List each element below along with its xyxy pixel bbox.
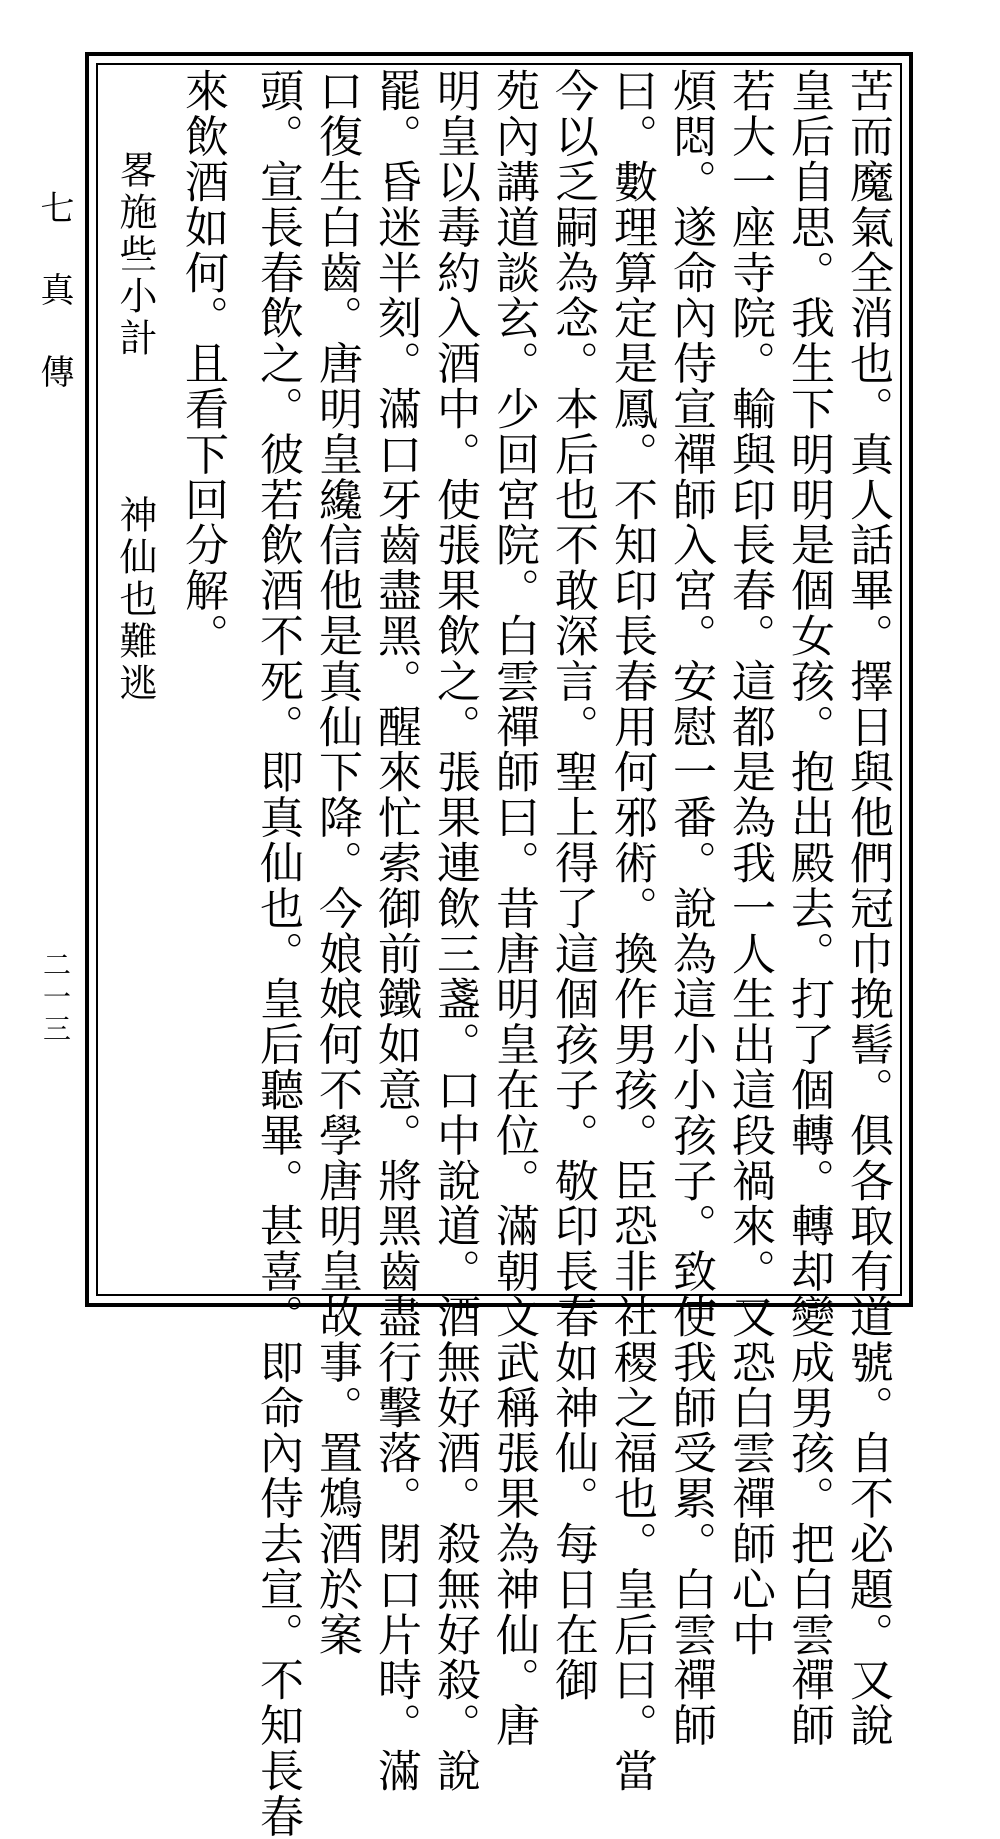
text-column-2: 皇后自思。我生下明明是個女孩。抱出殿去。打了個轉。轉却變成男孩。把白雲禪師 — [783, 68, 834, 1748]
book-title: 七真傳 — [34, 190, 74, 436]
text-column-12: 來飲酒如何。且看下回分解。 — [177, 68, 228, 659]
text-column-8: 明皇以毒約入酒中。使張果飲之。張果連飲三盞。口中說道。酒無好酒。殺無好殺。說 — [429, 68, 480, 1794]
text-column-7: 苑內講道談玄。少回宮院。白雲禪師曰。昔唐明皇在位。滿朝文武稱張果為神仙。唐 — [488, 68, 539, 1748]
page-number: 二一三 — [39, 950, 72, 1046]
commentary-note-2: 神仙也難逃 — [113, 495, 157, 705]
text-column-6: 今以乏嗣為念。本后也不敢深言。聖上得了這個孩子。敬印長春如神仙。每日在御 — [547, 68, 598, 1703]
text-column-9: 罷。昏迷半刻。滿口牙齒盡黑。醒來忙索御前鐵如意。將黑齒盡行擊落。閉口片時。滿 — [370, 68, 421, 1794]
text-column-3: 若大一座寺院。輸與印長春。這都是為我一人生出這段禍來。又恐白雲禪師心中 — [724, 68, 775, 1657]
text-column-4: 煩悶。遂命內侍宣禪師入宮。安慰一番。說為這小小孩子。致使我師受累。白雲禪師 — [665, 68, 716, 1748]
text-column-1: 苦而魔氣全消也。真人話畢。擇日與他們冠巾挽髻。俱各取有道號。自不必題。又說 — [842, 68, 893, 1748]
text-column-11: 頭。宣長春飲之。彼若飲酒不死。即真仙也。皇后聽畢。甚喜。即命內侍去宣。不知長春 — [252, 68, 303, 1839]
text-column-10: 口復生白齒。唐明皇纔信他是真仙下降。今娘娘何不學唐明皇故事。置鴆酒於案 — [311, 68, 362, 1657]
text-column-5: 曰。數理算定是鳳。不知印長春用何邪術。換作男孩。臣恐非社稷之福也。皇后曰。當 — [606, 68, 657, 1794]
commentary-note-1: 畧施些小計 — [113, 150, 157, 360]
